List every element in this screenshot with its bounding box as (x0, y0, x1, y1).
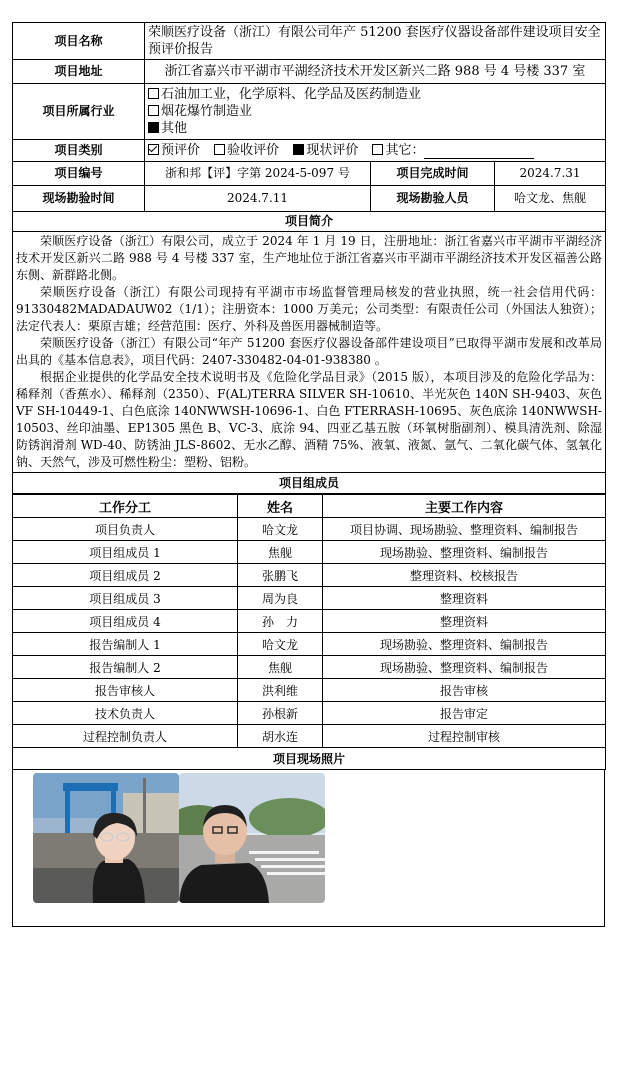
industry-option-3: 其他 (148, 120, 602, 137)
category-option-status: 现状评价 (293, 143, 358, 158)
member-work: 现场勘验、整理资料、编制报告 (323, 633, 606, 656)
site-photo-2-image (179, 773, 325, 903)
member-name: 焦舰 (238, 656, 323, 679)
survey-staff-label: 现场勘验人员 (371, 186, 495, 212)
table-row (13, 679, 606, 702)
intro-paragraph: 荣顺医疗设备（浙江）有限公司“年产 51200 套医疗仪器设备部件建设项目”已取得平湖市发展和改革局出具的《基本信息表》，项目代码：2407-330482-04-01-938380 。 (16, 336, 602, 367)
project-info-table (12, 22, 606, 494)
intro-paragraph: 荣顺医疗设备（浙江）有限公司现持有平湖市市场监督管理局核发的营业执照，统一社会信用代码：91330482MADADAUW02（1/1）；注册资本：1000 万美元；公司类型：有限责任公司（外国法人独资）；法定代表人：栗原吉雄；经营范围：医疗、外科及兽医用器械制造等。 (16, 285, 602, 333)
members-header-row (13, 495, 606, 518)
member-work: 报告审核 (323, 679, 606, 702)
table-row (13, 633, 606, 656)
address-label: 项目地址 (13, 60, 145, 84)
member-role: 项目组成员 4 (13, 610, 238, 633)
category-label: 项目类别 (13, 140, 145, 162)
site-photo-1 (33, 773, 179, 903)
address-value: 浙江省嘉兴市平湖市平湖经济技术开发区新兴二路 988 号 4 号楼 337 室 (145, 60, 606, 84)
member-role: 技术负责人 (13, 702, 238, 725)
other-blank-line (424, 146, 534, 159)
table-row (13, 656, 606, 679)
intro-body (13, 232, 606, 473)
table-row (13, 518, 606, 541)
header-name: 姓名 (238, 495, 323, 518)
completion-label: 项目完成时间 (371, 162, 495, 186)
member-work: 整理资料、校核报告 (323, 564, 606, 587)
member-name: 张鹏飞 (238, 564, 323, 587)
member-role: 项目组成员 1 (13, 541, 238, 564)
number-label: 项目编号 (13, 162, 145, 186)
table-row (13, 541, 606, 564)
site-photo-2 (179, 773, 325, 903)
members-title: 项目组成员 (13, 473, 606, 494)
checkbox-filled-icon (293, 144, 304, 155)
category-option-acceptance: 验收评价 (214, 143, 279, 158)
checkbox-empty-icon (372, 144, 383, 155)
industry-label: 项目所属行业 (13, 84, 145, 140)
completion-value: 2024.7.31 (495, 162, 606, 186)
industry-option-1: 石油加工业，化学原料、化学品及医药制造业 (148, 86, 602, 103)
project-name-value: 荣顺医疗设备（浙江）有限公司年产 51200 套医疗仪器设备部件建设项目安全预评价报告 (145, 23, 606, 60)
member-role: 报告编制人 1 (13, 633, 238, 656)
member-name: 周为良 (238, 587, 323, 610)
member-name: 孙根新 (238, 702, 323, 725)
report-form (12, 22, 605, 927)
industry-options (145, 84, 606, 140)
member-work: 报告审定 (323, 702, 606, 725)
checkbox-checked-icon (148, 144, 159, 155)
table-row (13, 725, 606, 748)
table-row (13, 587, 606, 610)
number-value: 浙和邦【评】字第 2024-5-097 号 (145, 162, 371, 186)
industry-option-2: 烟花爆竹制造业 (148, 103, 602, 120)
member-role: 报告编制人 2 (13, 656, 238, 679)
member-role: 报告审核人 (13, 679, 238, 702)
checkbox-filled-icon (148, 122, 159, 133)
checkbox-empty-icon (214, 144, 225, 155)
member-name: 哈文龙 (238, 633, 323, 656)
member-name: 胡水连 (238, 725, 323, 748)
member-work: 整理资料 (323, 587, 606, 610)
member-work: 整理资料 (323, 610, 606, 633)
category-option-pre: 预评价 (148, 143, 200, 158)
category-option-other: 其它： (372, 143, 534, 158)
checkbox-empty-icon (148, 105, 159, 116)
member-role: 项目组成员 2 (13, 564, 238, 587)
member-role: 过程控制负责人 (13, 725, 238, 748)
intro-paragraph: 根据企业提供的化学品安全技术说明书及《危险化学品目录》（2015 版），本项目涉及的危险化学品为：稀释剂（香蕉水）、稀释剂（2350）、F(AL)TERRA SILVER SH-10610、半光灰色 140N SH-9403、灰色 VF SH-10449-1、白色底涂 140NWWSH-10696-1、白色 FTERRASH-10695、灰色底涂 140NWWSH-10503、丝印油墨、EP1305 黑色 B、VC-3、底涂 94、四亚乙基五胺（环氧树脂副剂）、模具清洗剂、除湿防锈润滑剂 WD-40、防锈油 JLS-8602、无水乙醇、酒精 75%、液氧、液氮、氩气、二氧化碳气体、氢氧化钠、天然气，涉及可燃性粉尘：塑粉、铝粉。 (16, 370, 602, 469)
table-row (13, 564, 606, 587)
member-work: 项目协调、现场勘验、整理资料、编制报告 (323, 518, 606, 541)
member-role: 项目组成员 3 (13, 587, 238, 610)
member-name: 洪利维 (238, 679, 323, 702)
project-name-label: 项目名称 (13, 23, 145, 60)
member-work: 过程控制审核 (323, 725, 606, 748)
site-photo-1-image (33, 773, 179, 903)
intro-title: 项目简介 (13, 212, 606, 232)
survey-time-value: 2024.7.11 (145, 186, 371, 212)
members-table (12, 494, 606, 770)
members-rows (13, 518, 606, 748)
photos-area (12, 770, 605, 927)
category-options (145, 140, 606, 162)
member-name: 孙 力 (238, 610, 323, 633)
member-name: 哈文龙 (238, 518, 323, 541)
member-work: 现场勘验、整理资料、编制报告 (323, 656, 606, 679)
intro-paragraph: 荣顺医疗设备（浙江）有限公司，成立于 2024 年 1 月 19 日，注册地址：浙江省嘉兴市平湖市平湖经济技术开发区新兴二路 988 号 4 号楼 337 室，生产地址位于浙江省嘉兴市平湖市平湖经济技术开发区福善公路东侧、新群路北侧。 (16, 234, 602, 282)
table-row (13, 702, 606, 725)
member-work: 现场勘验、整理资料、编制报告 (323, 541, 606, 564)
header-work: 主要工作内容 (323, 495, 606, 518)
header-role: 工作分工 (13, 495, 238, 518)
survey-staff-value: 哈文龙、焦舰 (495, 186, 606, 212)
survey-time-label: 现场勘验时间 (13, 186, 145, 212)
checkbox-empty-icon (148, 88, 159, 99)
member-name: 焦舰 (238, 541, 323, 564)
member-role: 项目负责人 (13, 518, 238, 541)
photos-title: 项目现场照片 (13, 748, 606, 770)
table-row (13, 610, 606, 633)
